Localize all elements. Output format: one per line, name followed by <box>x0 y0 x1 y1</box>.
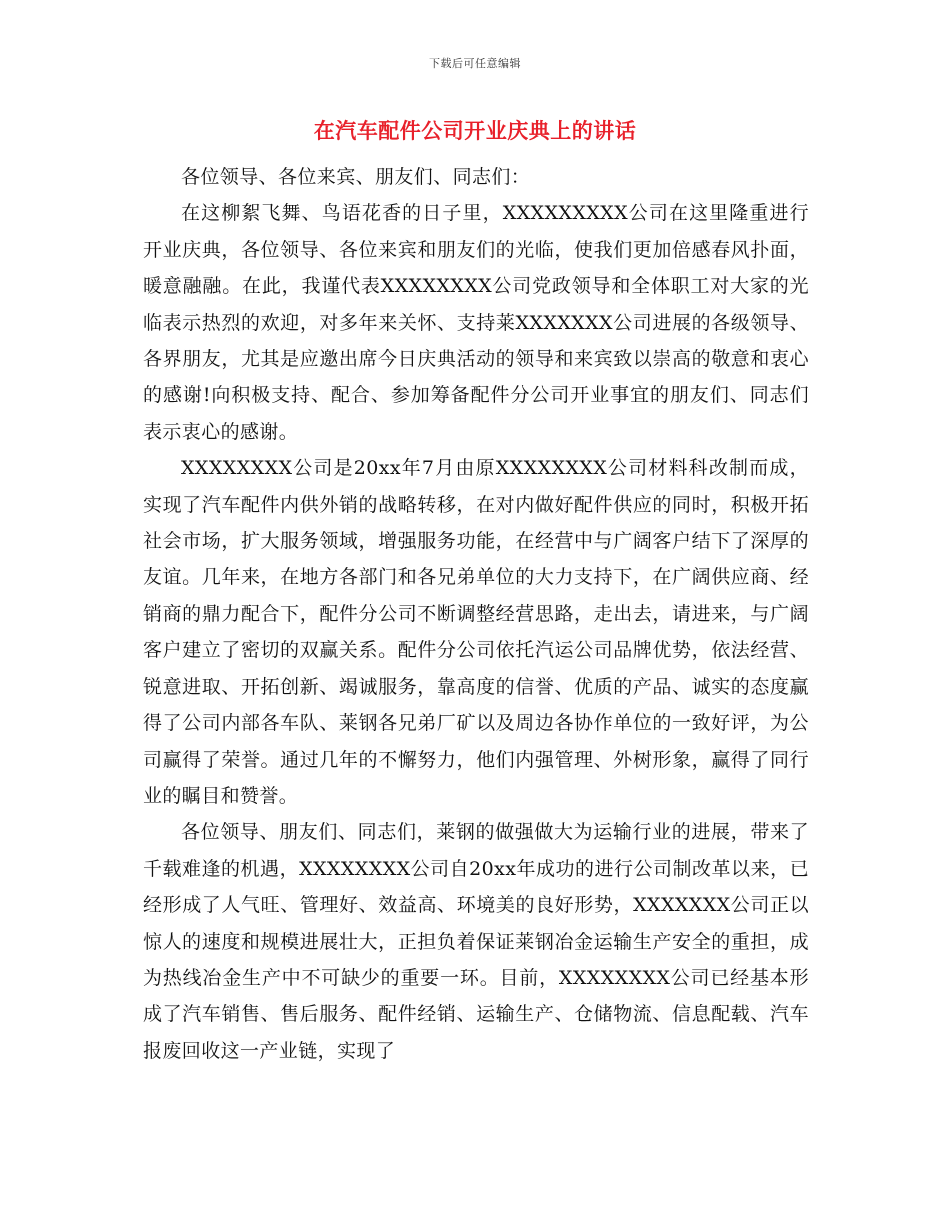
body-paragraph-3: 各位领导、朋友们、同志们，莱钢的做强做大为运输行业的进展，带来了千载难逢的机遇，XXXXXXXX公司自20xx年成功的进行公司制改革以来，已经形成了人气旺、管理好、效益高、环境美的良好形势，XXXXXXX公司正以惊人的速度和规模进展壮大，正担负着保证莱钢冶金运输生产安全的重担，成为热线冶金生产中不可缺少的重要一环。目前，XXXXXXXX公司已经基本形成了汽车销售、售后服务、配件经销、运输生产、仓储物流、信息配载、汽车报废回收这一产业链，实现了 <box>143 821 809 1062</box>
document-title: 在汽车配件公司开业庆典上的讲话 <box>313 119 637 143</box>
document-body <box>143 159 809 1069</box>
salutation-paragraph: 各位领导、各位来宾、朋友们、同志们： <box>181 166 531 188</box>
header-note: 下载后可任意编辑 <box>429 57 521 70</box>
body-paragraph-1: 在这柳絮飞舞、鸟语花香的日子里，XXXXXXXXX公司在这里隆重进行开业庆典，各位领导、各位来宾和朋友们的光临，使我们更加倍感春风扑面，暖意融融。在此，我谨代表XXXXXXXX公司党政领导和全体职工对大家的光临表示热烈的欢迎，对多年来关怀、支持莱XXXXXXX公司进展的各级领导、各界朋友，尤其是应邀出席今日庆典活动的领导和来宾致以崇高的敬意和衷心的感谢!向积极支持、配合、参加筹备配件分公司开业事宜的朋友们、同志们表示衷心的感谢。 <box>143 202 809 443</box>
body-paragraph-2: XXXXXXXX公司是20xx年7月由原XXXXXXXX公司材料科改制而成，实现了汽车配件内供外销的战略转移，在对内做好配件供应的同时，积极开拓社会市场，扩大服务领域，增强服务功能，在经营中与广阔客户结下了深厚的友谊。几年来，在地方各部门和各兄弟单位的大力支持下，在广阔供应商、经销商的鼎力配合下，配件分公司不断调整经营思路，走出去，请进来，与广阔客户建立了密切的双赢关系。配件分公司依托汽运公司品牌优势，依法经营、锐意进取、开拓创新、竭诚服务，靠高度的信誉、优质的产品、诚实的态度赢得了公司内部各车队、莱钢各兄弟厂矿以及周边各协作单位的一致好评，为公司赢得了荣誉。通过几年的不懈努力，他们内强管理、外树形象，赢得了同行业的瞩目和赞誉。 <box>143 457 809 807</box>
